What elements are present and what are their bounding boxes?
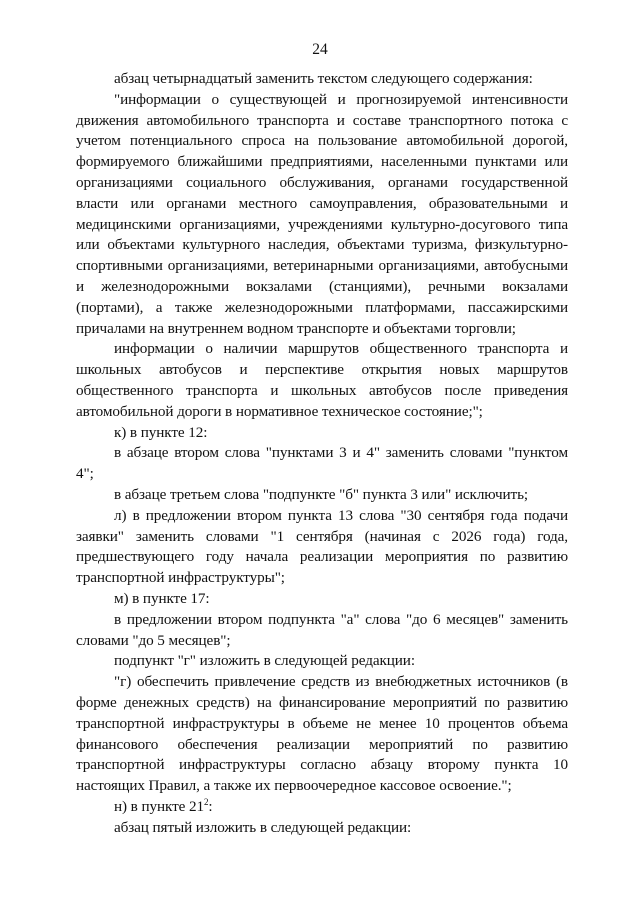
item-n-prefix: н) в пункте 21: [114, 797, 204, 815]
paragraph: абзац четырнадцатый заменить текстом следующего содержания:: [114, 70, 533, 87]
paragraph: "информации о существующей и прогнозируемой интенсивности движения автомобильного транспорта и составе транспортного потока с учетом потенциального спроса на пользование автомобильной дорогой, формируемого ближайшими предприятиями, населенными пунктами или организациями социального обслуживания, органами государственной власти или органами местного самоуправления, образовательными и медицинскими организациями, учреждениями культурно-досугового типа или объектами культурного наследия, объектами туризма, физкультурно-спортивными организациями, ветеринарными организациями, автобусными и железнодорожными вокзалами (станциями), речными вокзалами (портами), а также железнодорожными платформами, пассажирскими причалами на внутреннем водном транспорте и объектами торговли;: [76, 90, 568, 337]
paragraph: к) в пункте 12:: [114, 423, 208, 441]
paragraph: л) в предложении втором пункта 13 слова "30 сентября года подачи заявки" заменить словами "1 сентября (начиная с 2026 года) года, предшествующего году начала реализации мероприятия по развитию транспортной инфраструктуры";: [76, 506, 568, 587]
document-body: [76, 69, 568, 838]
paragraph: в абзаце втором слова "пунктами 3 и 4" заменить словами "пунктом 4";: [76, 444, 568, 483]
paragraph: информации о наличии маршрутов общественного транспорта и школьных автобусов и перспективе открытия новых маршрутов общественного транспорта и школьных автобусов после приведения автомобильной дороги в нормативное техническое состояние;";: [76, 340, 568, 420]
paragraph: подпункт "г" изложить в следующей редакции:: [114, 652, 415, 670]
item-n-suffix: :: [208, 797, 213, 815]
item-n-superscript: 2: [203, 796, 209, 807]
paragraph: в предложении втором подпункта "а" слова "до 6 месяцев" заменить словами "до 5 месяцев";: [76, 610, 568, 649]
paragraph-item-n: [76, 797, 568, 818]
paragraph: в абзаце третьем слова "подпункте "б" пункта 3 или" исключить;: [114, 485, 529, 503]
paragraph: м) в пункте 17:: [114, 589, 210, 607]
paragraph: "г) обеспечить привлечение средств из внебюджетных источников (в форме денежных средств) на финансирование мероприятий по развитию транспортной инфраструктуры в объеме не менее 10 процентов объема финансового обеспечения реализации мероприятий по развитию транспортной инфраструктуры согласно абзацу второму пункта 10 настоящих Правил, а также их первоочередное кассовое освоение.";: [76, 673, 568, 795]
paragraph: абзац пятый изложить в следующей редакции:: [114, 818, 412, 836]
page-number: 24: [312, 41, 328, 58]
